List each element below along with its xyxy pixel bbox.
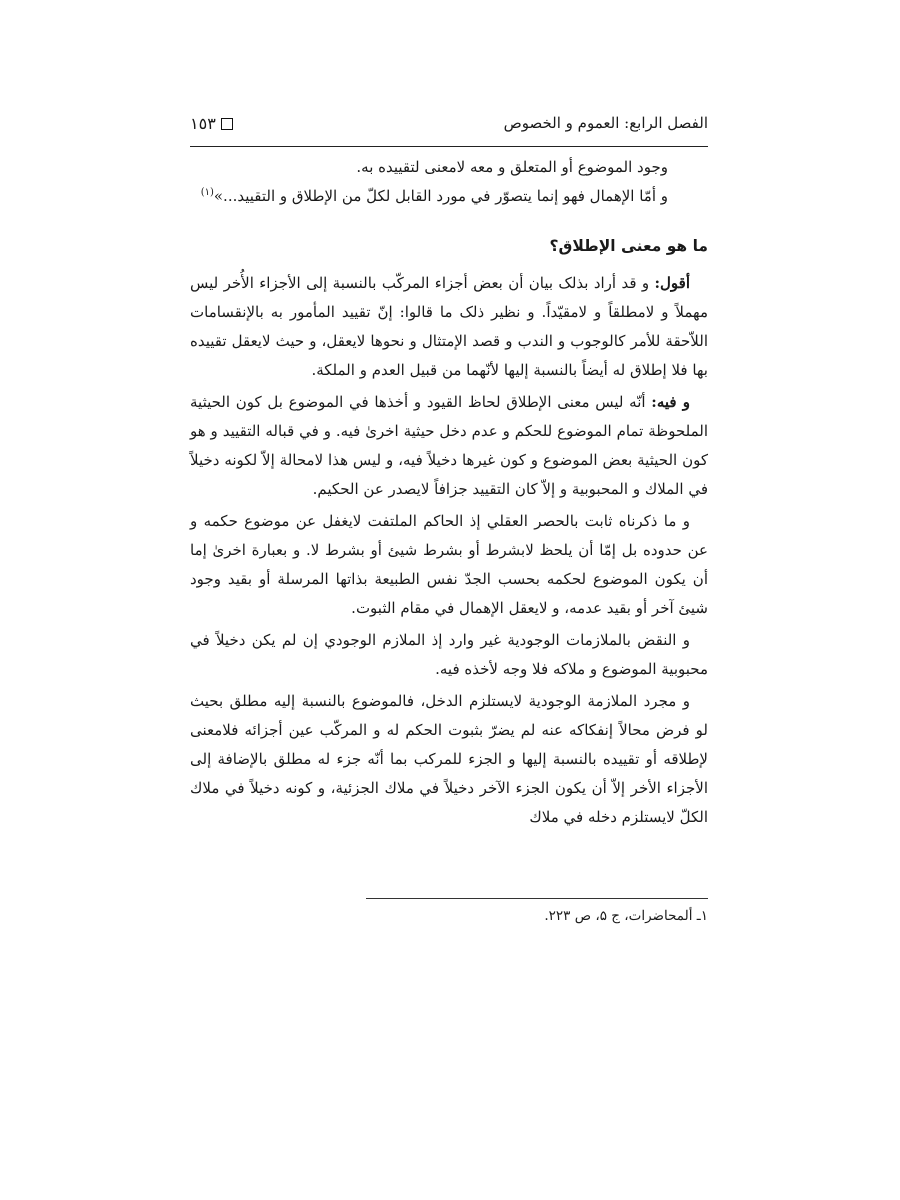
quote-continuation <box>190 153 708 211</box>
paragraph-5 <box>190 687 708 832</box>
square-icon <box>221 118 233 130</box>
paragraph-text: أنّه ليس معنى الإطلاق لحاظ القيود و أخذها في الموضوع بل كون الحيثية الملحوظة تمام الموضوع للحكم و عدم دخل حيثية اخرىٰ فيه. و في قباله التقييد و هو كون الحيثية بعض الموضوع و كون غيرها دخيلاً فيه، و ليس هذا لامحالة إلاّ لكونه دخيلاً في الملاك و المحبوبية و إلاّ كان التقييد جزافاً لايصدر عن الحكيم. <box>190 393 708 498</box>
intro-line-2 <box>190 182 668 211</box>
footnote-divider <box>366 898 708 899</box>
intro-line-2-text: و أمّا الإهمال فهو إنما يتصوّر في مورد القابل لكلّ من الإطلاق و التقييد...» <box>213 187 668 205</box>
section-heading: ما هو معنى الإطلاق؟ <box>549 237 708 255</box>
paragraph-text: و ما ذكرناه ثابت بالحصر العقلي إذ الحاكم الملتفت لايغفل عن موضوع حكمه و عن حدوده بل إمّا أن يلحظ لابشرط أو بشرط شيئ أو بشرط لا. و بعبارة اخرىٰ إما أن يكون الموضوع لحكمه بحسب الجدّ نفس الطبيعة بذاتها المرسلة أو بقيد وجود شيئ آخر أو بقيد عدمه، و لايعقل الإهمال في مقام الثبوت. <box>190 512 708 617</box>
page-number: ١٥٣ <box>190 114 216 133</box>
chapter-title: الفصل الرابع: العموم و الخصوص <box>503 114 708 132</box>
paragraph-text: و قد أراد بذلک بيان أن بعض أجزاء المركّب بالنسبة إلى الأجزاء الأُخر ليس مهملاً و لامطلقاً و لامقيّداً. و نظير ذلک ما قالوا: إنّ تقييد المأمور به بالإنقسامات اللاّحقة للأمر کالوجوب و الندب و قصد الإمتثال و نحوها لايعقل، و حيث لايعقل تقييده بها فلا إطلاق له أيضاً بالنسبة إليها لأنّهما من قبيل العدم و الملکة. <box>190 274 708 379</box>
paragraph-lead: و فيه: <box>651 393 690 411</box>
page-number-block <box>190 114 233 133</box>
footnote: ١ـ ألمحاضرات، ج ۵، ص ٢٢٣. <box>544 908 708 924</box>
footnote-marker: (١) <box>200 187 214 198</box>
paragraph-text: و النقض بالملازمات الوجودية غير وارد إذ الملازم الوجودي إن لم يكن دخيلاً في محبوبية الموضوع و ملاكه فلا وجه لأخذه فيه. <box>190 631 708 678</box>
intro-line-1: وجود الموضوع أو المتعلق و معه لامعنى لتقييده به. <box>356 158 668 176</box>
main-text <box>190 153 708 835</box>
paragraph-1 <box>190 269 708 385</box>
paragraph-text: و مجرد الملازمة الوجودية لايستلزم الدخل، فالموضوع بالنسبة إليه مطلق بحيث لو فرض محالاً إنفكاكه عنه لم يضرّ بثبوت الحكم له و المركّب عين أجزائه فلامعنى لإطلاقه أو تقييده بالنسبة إليها و الجزء للمركب بما أنّه جزء له مطلق بالإضافة إلى الأجزاء الأخر إلاّ أن يكون الجزء الآخر دخيلاً في ملاك الجزئية، و كونه دخيلاً في ملاك الكلّ لايستلزم دخله في ملاك <box>190 692 708 826</box>
running-header <box>190 112 708 142</box>
paragraph-lead: أقول: <box>654 274 690 292</box>
paragraph-4 <box>190 626 708 684</box>
paragraph-3 <box>190 507 708 623</box>
header-divider <box>190 146 708 147</box>
paragraph-2 <box>190 388 708 504</box>
